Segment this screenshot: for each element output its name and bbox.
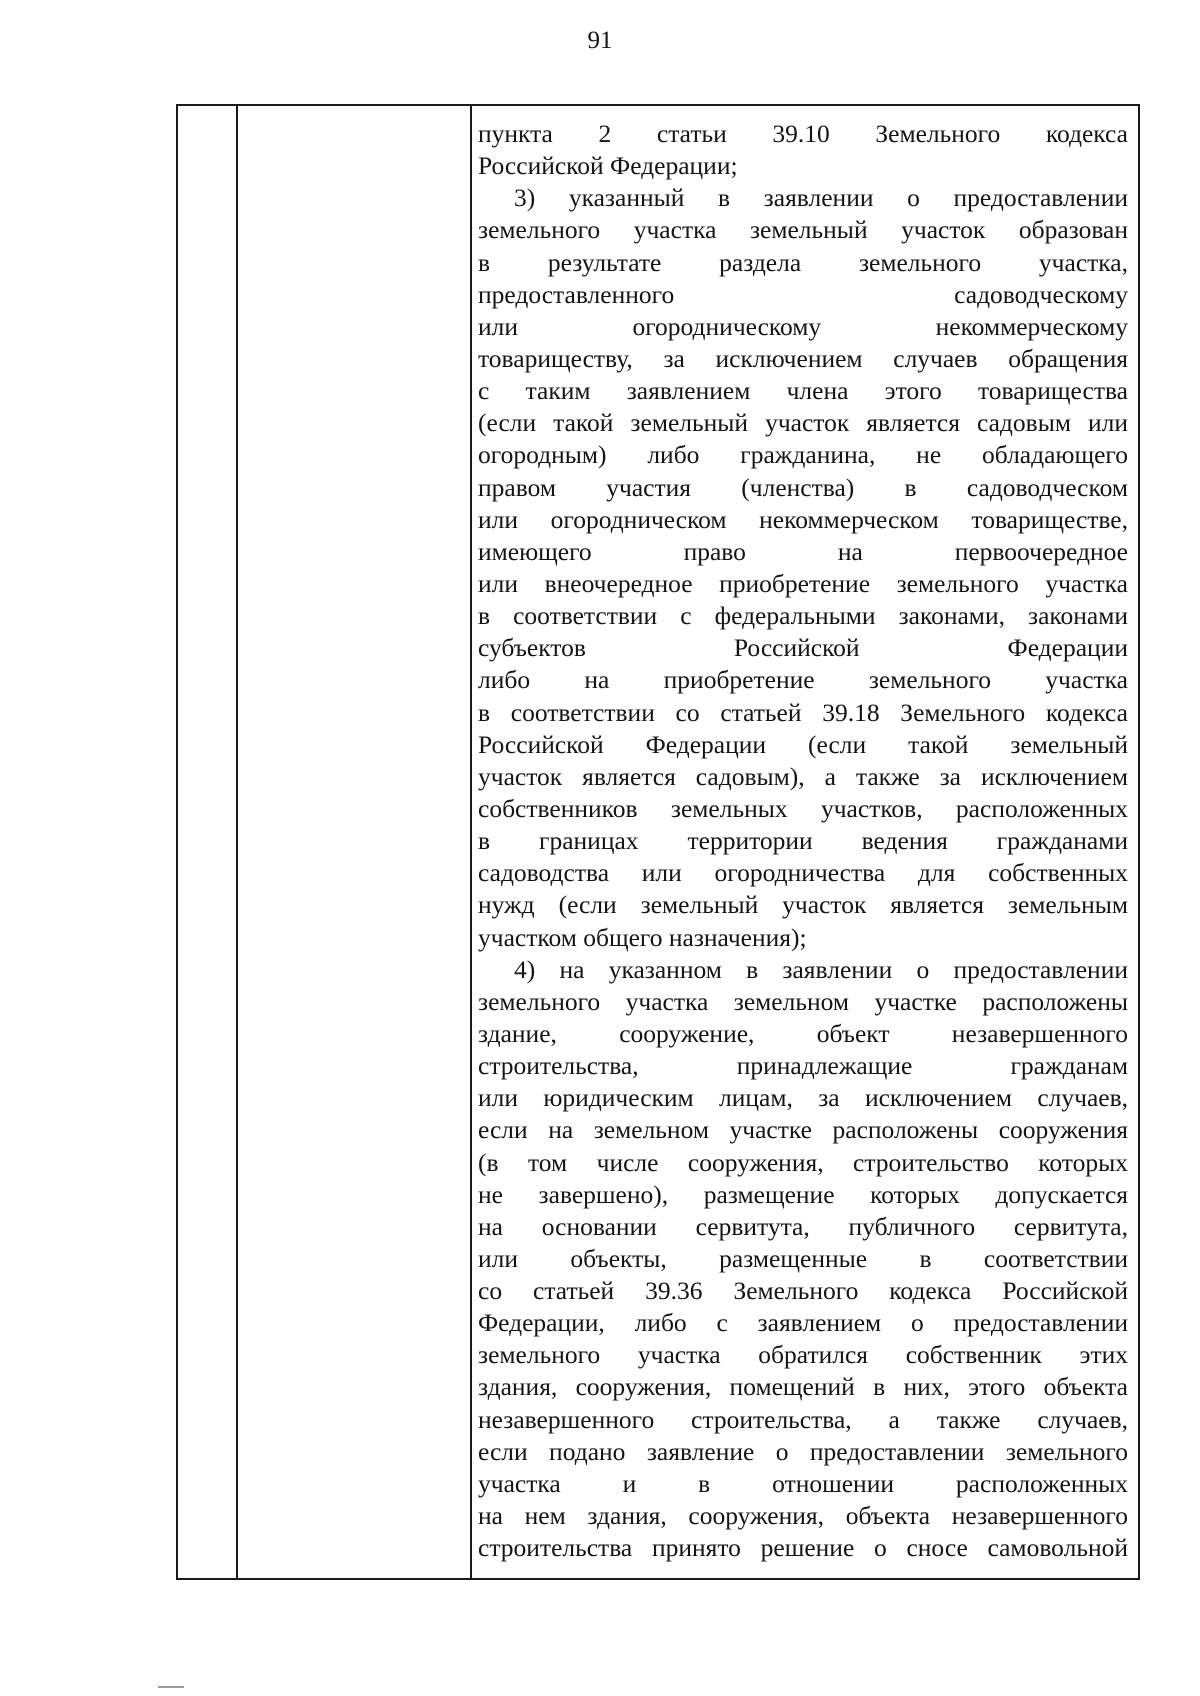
- table-text-cell: [478, 118, 1128, 1578]
- text-line: Российской Федерации (если такой земельный: [478, 729, 1128, 759]
- text-line: не завершено), размещение которых допускается: [478, 1179, 1128, 1209]
- text-line: пункта 2 статьи 39.10 Земельного кодекса: [478, 119, 1128, 148]
- text-line: огородным) либо гражданина, не обладающего: [478, 440, 1128, 470]
- text-line: незавершенного строительства, а также случаев,: [478, 1404, 1128, 1434]
- text-line: Российской Федерации;: [478, 151, 738, 181]
- text-line: собственников земельных участков, расположенных: [478, 793, 1128, 823]
- text-line: в границах территории ведения гражданами: [478, 826, 1128, 856]
- text-line: предоставленного садоводческому: [478, 279, 1128, 309]
- text-line: в соответствии с федеральными законами, законами: [478, 601, 1128, 631]
- text-line: 3) указанный в заявлении о предоставлении: [514, 183, 1128, 213]
- scan-mark: [158, 1686, 184, 1688]
- text-line: или огородническому некоммерческому: [478, 311, 1128, 341]
- document-table: [176, 104, 1140, 1580]
- text-line: участок является садовым), а также за исключением: [478, 761, 1128, 791]
- text-line: или внеочередное приобретение земельного участка: [478, 568, 1128, 598]
- text-line: либо на приобретение земельного участка: [478, 665, 1128, 695]
- text-line: участком общего назначения);: [478, 922, 807, 952]
- text-line: если на земельном участке расположены сооружения: [478, 1115, 1128, 1145]
- text-line: Федерации, либо с заявлением о предоставлении: [478, 1308, 1128, 1338]
- text-line: в соответствии со статьей 39.18 Земельного кодекса: [478, 697, 1128, 727]
- text-line: участка и в отношении расположенных: [478, 1468, 1128, 1498]
- text-line: земельного участка земельном участке расположены: [478, 986, 1128, 1016]
- text-line: или юридическим лицам, за исключением случаев,: [478, 1083, 1128, 1113]
- column-divider-2: [470, 106, 472, 1578]
- text-line: со статьей 39.36 Земельного кодекса Российской: [478, 1276, 1128, 1306]
- text-line: имеющего право на первоочередное: [478, 536, 1128, 566]
- text-line: здания, сооружения, помещений в них, этого объекта: [478, 1372, 1128, 1402]
- text-line: на основании сервитута, публичного сервитута,: [478, 1211, 1128, 1241]
- text-line: если подано заявление о предоставлении земельного: [478, 1436, 1128, 1466]
- text-line: нужд (если земельный участок является земельным: [478, 890, 1128, 920]
- text-line: правом участия (членства) в садоводческом: [478, 472, 1128, 502]
- text-line: строительства принято решение о сносе самовольной: [478, 1533, 1128, 1563]
- text-line: садоводства или огородничества для собственных: [478, 858, 1128, 888]
- text-line: земельного участка земельный участок образован: [478, 215, 1128, 245]
- text-line: (в том числе сооружения, строительство которых: [478, 1147, 1128, 1177]
- text-line: или объекты, размещенные в соответствии: [478, 1243, 1128, 1273]
- text-line: (если такой земельный участок является садовым или: [478, 408, 1128, 438]
- text-line: или огородническом некоммерческом товариществе,: [478, 504, 1128, 534]
- text-line: в результате раздела земельного участка,: [478, 247, 1128, 277]
- text-line: на нем здания, сооружения, объекта незавершенного: [478, 1501, 1128, 1531]
- text-line: 4) на указанном в заявлении о предоставлении: [514, 954, 1128, 984]
- text-line: товариществу, за исключением случаев обращения: [478, 343, 1128, 373]
- text-line: земельного участка обратился собственник этих: [478, 1340, 1128, 1370]
- text-line: субъектов Российской Федерации: [478, 633, 1128, 663]
- column-divider-1: [236, 106, 238, 1578]
- page-number: 91: [587, 27, 613, 54]
- text-line: строительства, принадлежащие гражданам: [478, 1051, 1128, 1081]
- text-line: здание, сооружение, объект незавершенного: [478, 1018, 1128, 1048]
- text-line: с таким заявлением члена этого товарищества: [478, 376, 1128, 406]
